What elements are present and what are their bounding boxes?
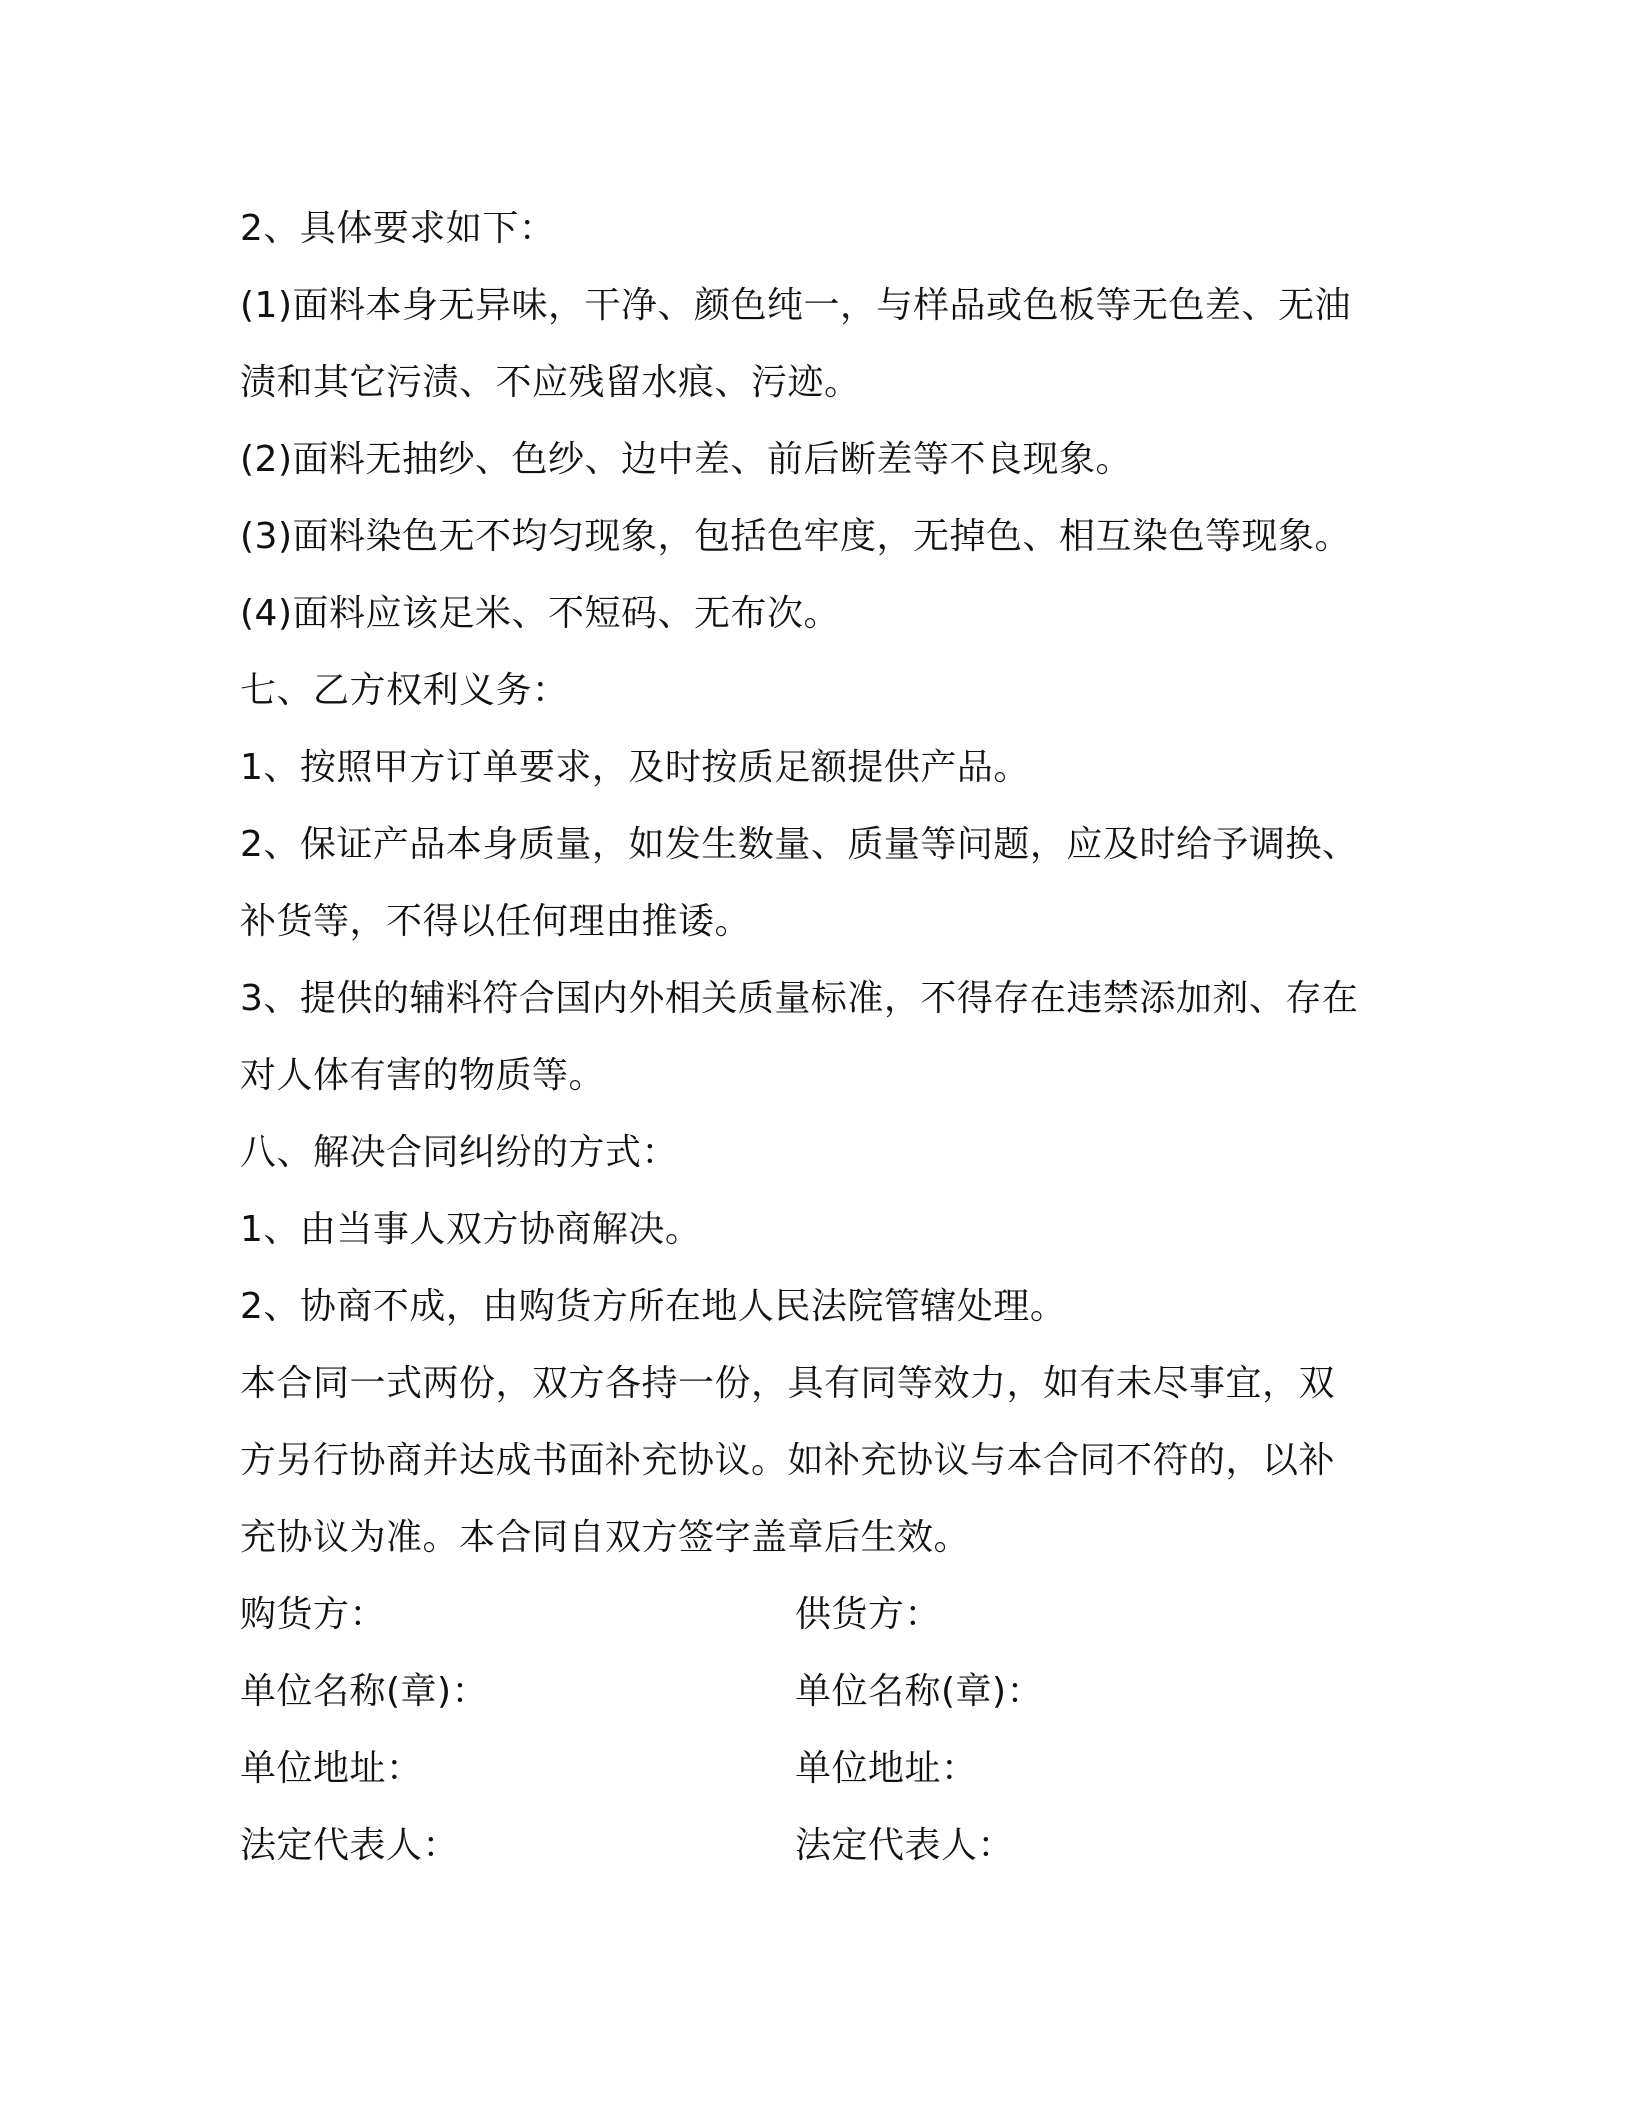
text-line: 方另行协商并达成书面补充协议。如补充协议与本合同不符的，以补 [240, 1440, 1336, 1481]
text-line: 2、协商不成，由购货方所在地人民法院管辖处理。 [240, 1286, 1067, 1327]
supplier-company-name-label: 单位名称(章)： [795, 1671, 1044, 1712]
text-line: 2、具体要求如下： [240, 208, 556, 249]
supplier-label: 供货方： [795, 1594, 942, 1635]
document-body [240, 190, 1400, 1884]
buyer-legal-rep-label: 法定代表人： [240, 1825, 460, 1866]
text-line: (2)面料无抽纱、色纱、边中差、前后断差等不良现象。 [240, 439, 1132, 480]
text-line: 本合同一式两份，双方各持一份，具有同等效力，如有未尽事宜，双 [240, 1363, 1336, 1404]
text-line: 1、按照甲方订单要求，及时按质足额提供产品。 [240, 747, 1030, 788]
signature-row [240, 1653, 1400, 1730]
signature-row [240, 1576, 1400, 1653]
buyer-company-name-label: 单位名称(章)： [240, 1671, 489, 1712]
text-line: 补货等，不得以任何理由推诿。 [240, 901, 752, 942]
text-line: (1)面料本身无异味，干净、颜色纯一，与样品或色板等无色差、无油 [240, 285, 1351, 326]
text-line: 渍和其它污渍、不应残留水痕、污迹。 [240, 362, 861, 403]
text-line: 1、由当事人双方协商解决。 [240, 1209, 702, 1250]
signature-row [240, 1807, 1400, 1884]
supplier-legal-rep-label: 法定代表人： [795, 1825, 1015, 1866]
text-line: (3)面料染色无不均匀现象，包括色牢度，无掉色、相互染色等现象。 [240, 516, 1351, 557]
signature-block [240, 1576, 1400, 1884]
buyer-address-label: 单位地址： [240, 1748, 423, 1789]
text-line: 3、提供的辅料符合国内外相关质量标准，不得存在违禁添加剂、存在 [240, 978, 1359, 1019]
signature-row [240, 1730, 1400, 1807]
text-line: 2、保证产品本身质量，如发生数量、质量等问题，应及时给予调换、 [240, 824, 1359, 865]
section-heading: 八、解决合同纠纷的方式： [240, 1132, 679, 1173]
text-line: (4)面料应该足米、不短码、无布次。 [240, 593, 840, 634]
section-heading: 七、乙方权利义务： [240, 670, 569, 711]
text-line: 充协议为准。本合同自双方签字盖章后生效。 [240, 1517, 971, 1558]
text-line: 对人体有害的物质等。 [240, 1055, 606, 1096]
supplier-address-label: 单位地址： [795, 1748, 978, 1789]
buyer-label: 购货方： [240, 1594, 387, 1635]
